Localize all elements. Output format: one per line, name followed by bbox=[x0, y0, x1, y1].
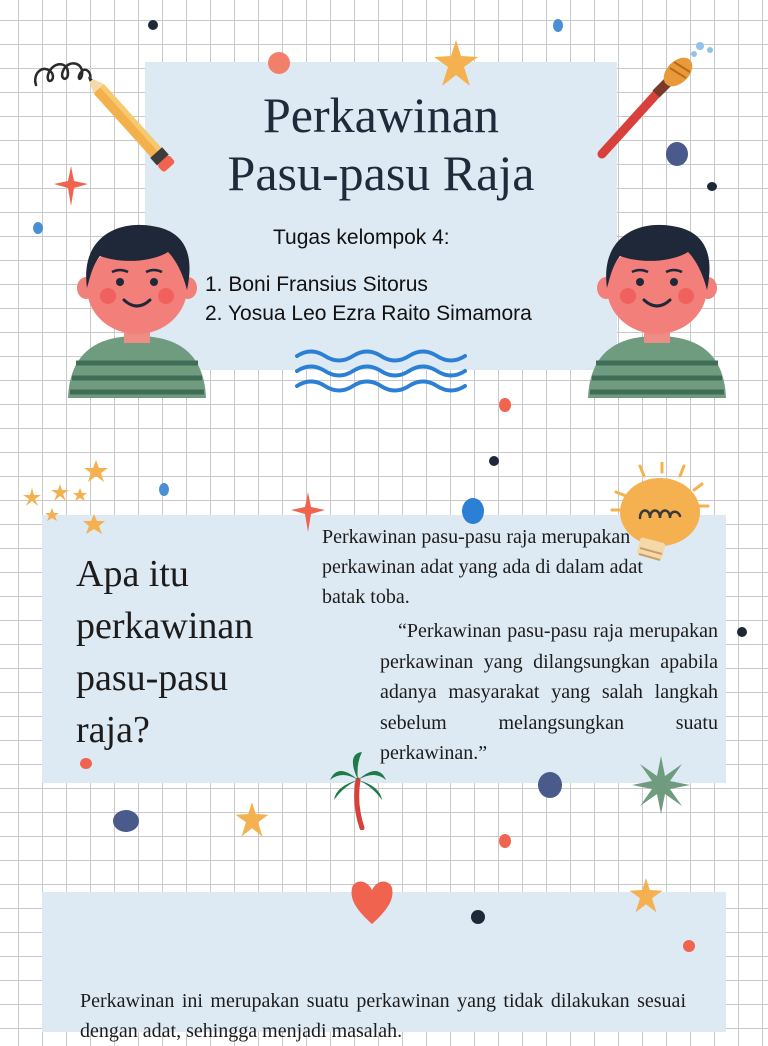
title-line-2: Pasu-pasu Raja bbox=[227, 145, 535, 201]
dot-icon bbox=[148, 20, 158, 30]
star-icon bbox=[234, 800, 270, 840]
dot-icon bbox=[268, 52, 290, 74]
dot-icon bbox=[538, 772, 562, 798]
sparkle-icon bbox=[632, 756, 690, 814]
dot-icon bbox=[707, 182, 717, 191]
star-icon bbox=[628, 876, 664, 916]
bottom-paragraph: Perkawinan ini merupakan suatu perkawinan yang tidak dilakukan sesuai dengan adat, sehingga menjadi masalah. bbox=[80, 990, 686, 1042]
dot-icon bbox=[737, 627, 747, 637]
subtitle: Tugas kelompok 4: bbox=[273, 226, 450, 249]
member-item: 1. Boni Fransius Sitorus bbox=[205, 273, 428, 296]
dot-icon bbox=[499, 834, 511, 848]
member-list bbox=[205, 270, 532, 328]
dot-icon bbox=[159, 483, 169, 496]
quote-text: “Perkawinan pasu-pasu raja merupakan perkawinan yang dilangsungkan apabila adanya masyarakat yang salah langkah sebelum melangsungkan suatu perkawinan.” bbox=[380, 620, 718, 764]
palm-tree-icon bbox=[328, 752, 388, 830]
title-line-1: Perkawinan bbox=[262, 87, 500, 143]
question-line: perkawinan bbox=[76, 605, 254, 647]
star-icon bbox=[432, 38, 480, 90]
dot-icon bbox=[683, 940, 695, 952]
dot-icon bbox=[462, 498, 484, 524]
dot-icon bbox=[553, 19, 563, 32]
question-heading bbox=[76, 548, 306, 756]
question-line: Apa itu bbox=[76, 553, 189, 595]
dot-icon bbox=[33, 222, 43, 234]
star-cluster-icon bbox=[22, 458, 112, 536]
definition-text: Perkawinan pasu-pasu raja merupakan perkawinan adat yang ada di dalam adat batak toba. bbox=[322, 526, 643, 608]
wave-icon bbox=[295, 346, 467, 396]
sparkle-icon bbox=[291, 492, 325, 532]
question-line: pasu-pasu bbox=[76, 657, 228, 699]
boy-avatar-right bbox=[582, 218, 732, 403]
member-item: 2. Yosua Leo Ezra Raito Simamora bbox=[205, 302, 532, 325]
question-line: raja? bbox=[76, 709, 150, 751]
paintbrush-icon bbox=[590, 38, 720, 163]
dot-icon bbox=[113, 810, 139, 832]
lightbulb-icon bbox=[606, 462, 718, 566]
boy-avatar-left bbox=[62, 218, 212, 403]
dot-icon bbox=[666, 142, 688, 166]
dot-icon bbox=[499, 398, 511, 412]
dot-icon bbox=[471, 910, 485, 924]
heart-icon bbox=[350, 878, 394, 926]
dot-icon bbox=[80, 758, 92, 769]
page-title bbox=[145, 86, 617, 202]
dot-icon bbox=[489, 456, 499, 466]
sparkle-icon bbox=[54, 166, 88, 206]
